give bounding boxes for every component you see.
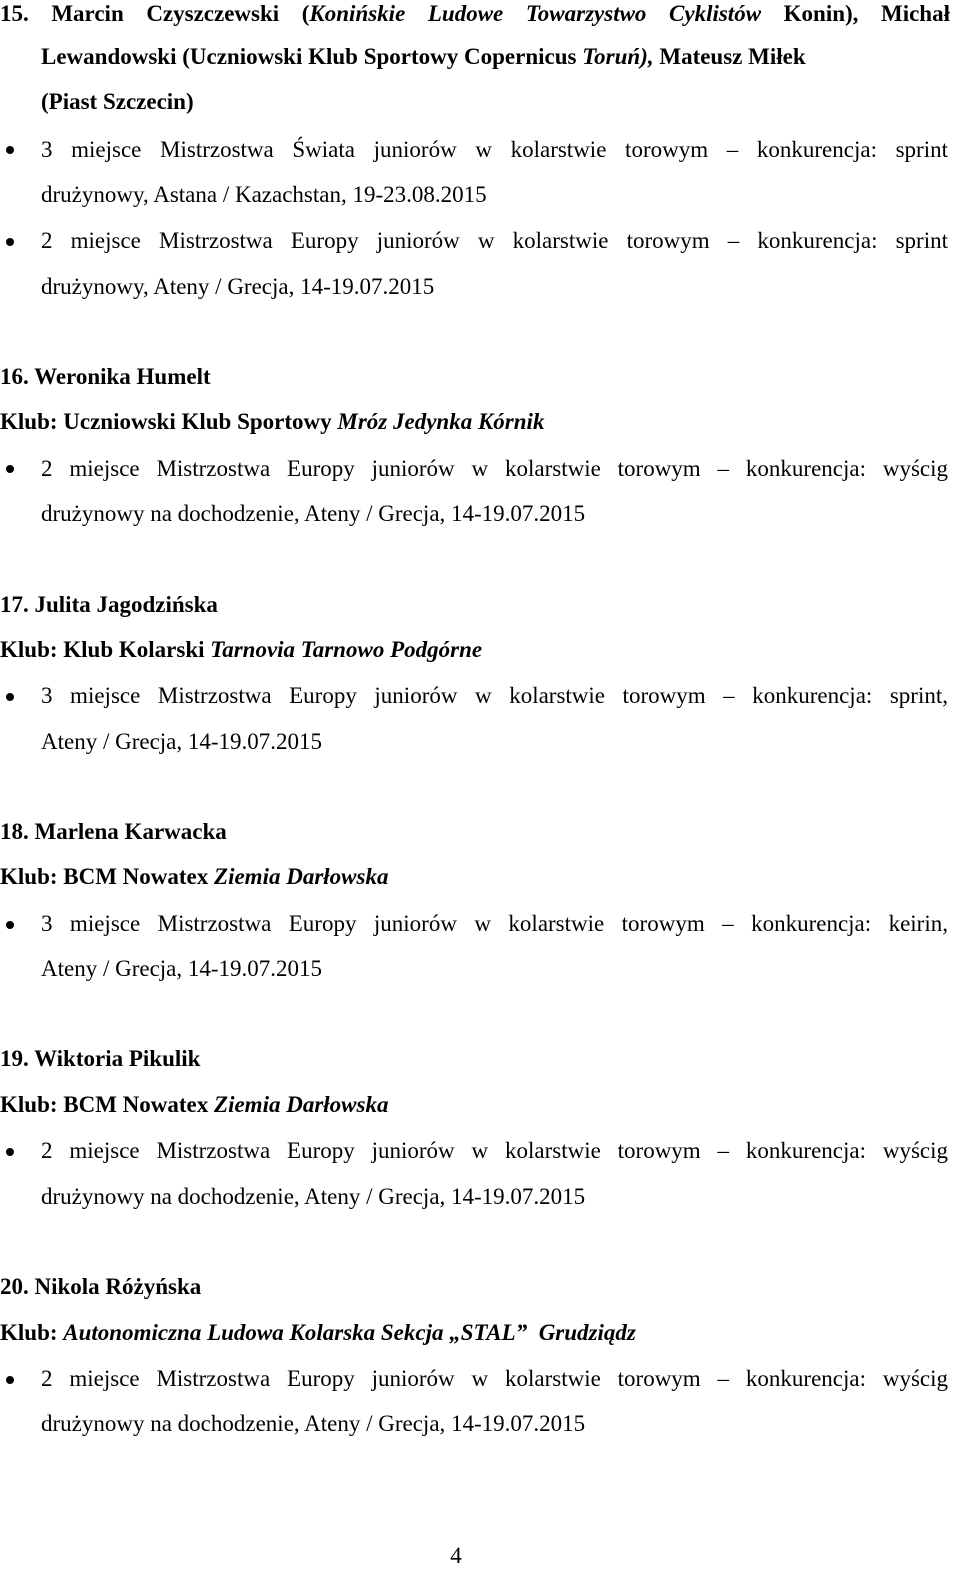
club-name-italic: Ziemia Darłowska [214,1092,389,1117]
entry-heading-line [0,0,950,29]
achievement-line: drużynowy na dochodzenie, Ateny / Grecja, 14-19.07.2015 [41,1411,586,1436]
athlete-name: 17. Julita Jagodzińska [0,592,218,617]
club-prefix: Klub: Uczniowski Klub Sportowy [0,409,338,434]
achievement-line: Ateny / Grecja, 14-19.07.2015 [41,956,323,981]
entry-heading-city-italic: Toruń), [582,44,654,69]
achievement-line: 2 miejsce Mistrzostwa Europy juniorów w kolarstwie torowym – konkurencja: sprint [41,228,948,253]
bullet-icon [6,921,14,929]
achievement-line: 2 miejsce Mistrzostwa Europy juniorów w kolarstwie torowym – konkurencja: wyścig [41,1138,948,1163]
club-line [0,407,950,437]
achievement-line: 3 miejsce Mistrzostwa Europy juniorów w kolarstwie torowym – konkurencja: keirin, [41,911,948,936]
bullet-icon [6,146,14,154]
bullet-icon [6,238,14,246]
athlete-name: 18. Marlena Karwacka [0,819,227,844]
achievement-line: drużynowy, Astana / Kazachstan, 19-23.08.2015 [41,182,487,207]
achievement-line: drużynowy na dochodzenie, Ateny / Grecja, 14-19.07.2015 [41,501,586,526]
club-name-italic: Ziemia Darłowska [214,864,389,889]
club-line [0,1090,950,1120]
achievement-line: Ateny / Grecja, 14-19.07.2015 [41,729,323,754]
entry-heading-text: Mateusz Miłek [653,44,806,69]
club-line [0,1318,950,1348]
bullet-icon [6,693,14,701]
achievement-line: 2 miejsce Mistrzostwa Europy juniorów w kolarstwie torowym – konkurencja: wyścig [41,1366,948,1391]
club-prefix: Klub: BCM Nowatex [0,1092,215,1117]
club-prefix: Klub: BCM Nowatex [0,864,215,889]
entry-heading-line: (Piast Szczecin) [41,89,194,114]
club-prefix: Klub: [0,1320,64,1345]
athlete-name: 20. Nikola Różyńska [0,1274,202,1299]
club-name-italic: Autonomiczna Ludowa Kolarska Sekcja „STAL” Grudziądz [63,1320,636,1345]
bullet-icon [6,465,14,473]
achievement-line: 2 miejsce Mistrzostwa Europy juniorów w kolarstwie torowym – konkurencja: wyścig [41,456,948,481]
achievement-line: drużynowy, Ateny / Grecja, 14-19.07.2015 [41,274,435,299]
entry-heading-text: 15. Marcin Czyszczewski ( [0,1,310,26]
entry-heading-text: Lewandowski (Uczniowski Klub Sportowy Copernicus [41,44,583,69]
club-name-italic: Mróz Jedynka Kórnik [337,409,545,434]
entry-heading-line [41,42,948,72]
page-number: 4 [450,1543,462,1568]
club-line [0,862,950,892]
achievement-line: 3 miejsce Mistrzostwa Europy juniorów w kolarstwie torowym – konkurencja: sprint, [41,683,948,708]
bullet-icon [6,1376,14,1384]
athlete-name: 19. Wiktoria Pikulik [0,1046,201,1071]
bullet-icon [6,1148,14,1156]
club-line [0,635,950,665]
entry-heading-club-italic: Konińskie Ludowe Towarzystwo Cyklistów [309,1,762,26]
achievement-line: drużynowy na dochodzenie, Ateny / Grecja, 14-19.07.2015 [41,1184,586,1209]
club-name-italic: Tarnovia Tarnowo Podgórne [210,637,483,662]
athlete-name: 16. Weronika Humelt [0,364,211,389]
club-prefix: Klub: Klub Kolarski [0,637,211,662]
achievement-line: 3 miejsce Mistrzostwa Świata juniorów w kolarstwie torowym – konkurencja: sprint [41,137,948,162]
entry-heading-text: Konin), Michał [761,1,950,26]
